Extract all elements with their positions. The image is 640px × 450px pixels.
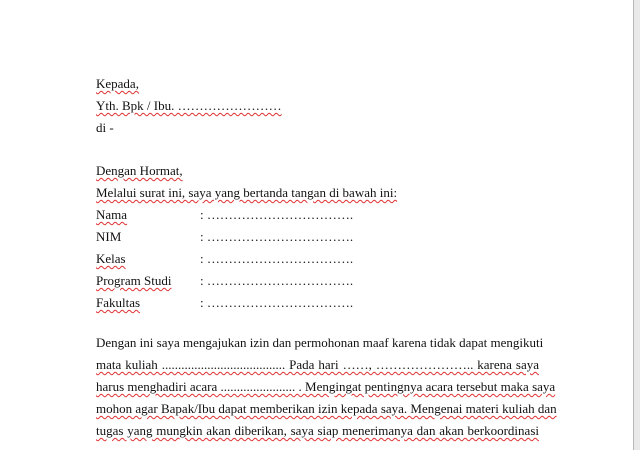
field-label: Nama: [96, 207, 128, 222]
field-value: : …………………………….: [200, 251, 354, 266]
field-row-program-studi: [96, 273, 353, 289]
body-line-1: Dengan ini saya mengajukan izin dan permohonan maaf karena tidak dapat mengikuti: [96, 335, 544, 350]
field-row-nama: [96, 207, 353, 223]
field-row-nim: [96, 229, 353, 245]
body-line-2: mata kuliah ...................................... Pada hari ……, ………………….. karena saya: [96, 357, 539, 372]
field-value: : …………………………….: [200, 273, 354, 288]
field-label: Kelas: [96, 251, 126, 266]
greeting: Dengan Hormat,: [96, 163, 183, 178]
field-row-fakultas: [96, 295, 353, 311]
body-line-3: harus menghadiri acara ....................... . Mengingat pentingnya acara tersebut maka saya: [96, 379, 556, 394]
vertical-scrollbar[interactable]: [633, 0, 640, 450]
body-line-5: tugas yang mungkin akan diberikan, saya siap menerimanya dan akan berkoordinasi: [96, 423, 539, 438]
field-row-kelas: [96, 251, 353, 267]
field-label: Fakultas: [96, 295, 141, 310]
location-line: di -: [96, 120, 114, 135]
field-value: : …………………………….: [200, 295, 354, 310]
field-value: : …………………………….: [200, 207, 354, 222]
field-value: : …………………………….: [200, 229, 354, 244]
intro-sentence: Melalui surat ini, saya yang bertanda tangan di bawah ini:: [96, 185, 398, 200]
body-line-4: mohon agar Bapak/Ibu dapat memberikan izin kepada saya. Mengenai materi kuliah dan: [96, 401, 557, 416]
recipient-line: Yth. Bpk / Ibu. ……………………: [96, 98, 282, 113]
field-label: NIM: [96, 229, 122, 244]
field-label: Program Studi: [96, 273, 172, 288]
to-label: Kepada,: [96, 76, 139, 91]
